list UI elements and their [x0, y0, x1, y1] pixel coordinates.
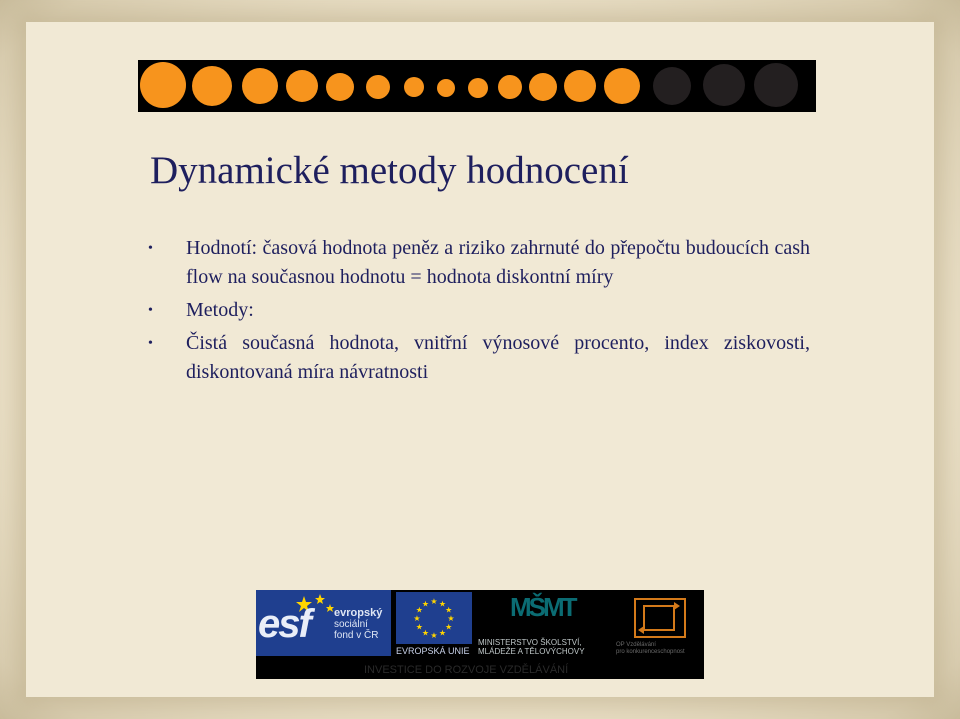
- bullet-item: [146, 234, 810, 292]
- eu-flag-icon: [396, 592, 472, 644]
- banner-dot: [604, 68, 640, 104]
- bullet-dot-icon: •: [148, 303, 153, 318]
- msmt-caption-line: MLÁDEŽE A TĚLOVÝCHOVY: [478, 647, 585, 656]
- banner-dot: [653, 67, 691, 105]
- banner-dot: [437, 79, 455, 97]
- eu-star-icon: ★: [438, 628, 447, 638]
- eu-star-icon: ★: [438, 599, 447, 609]
- bullet-item: [146, 329, 810, 387]
- bullet-text: Čistá současná hodnota, vnitřní výnosové procento, index ziskovosti, diskontovaná míra návratnosti: [186, 332, 810, 383]
- banner-dot: [286, 70, 318, 102]
- msmt-caption: [478, 638, 585, 656]
- op-caption-line: OP Vzdělávání: [616, 642, 656, 648]
- eu-label: EVROPSKÁ UNIE: [396, 646, 470, 656]
- banner-dot: [529, 73, 557, 101]
- eu-star-icon: ★: [413, 614, 421, 623]
- banner-dot: [242, 68, 278, 104]
- eu-star-icon: ★: [421, 628, 430, 638]
- banner-dot: [468, 78, 488, 98]
- eu-star-icon: ★: [447, 614, 455, 623]
- dot-banner-graphic: [138, 60, 816, 112]
- eu-star-icon: ★: [415, 622, 423, 632]
- esf-caption-line: sociální: [334, 619, 368, 630]
- eu-star-icon: ★: [430, 631, 438, 640]
- banner-dot: [498, 75, 522, 99]
- op-arrows-icon: [636, 600, 684, 636]
- eu-star-icon: ★: [421, 599, 430, 609]
- invest-tagline: INVESTICE DO ROZVOJE VZDĚLÁVÁNÍ: [364, 664, 569, 676]
- esf-wordmark: esf: [258, 602, 310, 646]
- banner-dot: [192, 66, 232, 106]
- banner-dot: [564, 70, 596, 102]
- funding-logo-bar: [256, 590, 704, 679]
- bullet-list: [146, 234, 810, 391]
- banner-dot: [703, 64, 745, 106]
- esf-logo: [256, 590, 391, 656]
- op-logo-icon: [634, 598, 686, 638]
- bullet-dot-icon: •: [148, 336, 153, 351]
- eu-star-icon: ★: [415, 605, 423, 615]
- banner-dot: [326, 73, 354, 101]
- eu-star-icon: ★: [445, 622, 453, 632]
- dot-banner: [138, 60, 816, 112]
- bullet-item: [146, 296, 810, 325]
- op-caption-line: pro konkurenceschopnost: [616, 649, 685, 655]
- msmt-logo: MŠMT: [510, 592, 575, 622]
- bullet-dot-icon: •: [148, 241, 153, 256]
- eu-star-icon: ★: [430, 597, 438, 606]
- banner-dot: [754, 63, 798, 107]
- esf-caption-line: fond v ČR: [334, 630, 379, 641]
- op-caption: [616, 642, 685, 656]
- msmt-caption-line: MINISTERSTVO ŠKOLSTVÍ,: [478, 638, 582, 647]
- banner-dot: [140, 62, 186, 108]
- banner-dot: [404, 77, 424, 97]
- slide-title: Dynamické metody hodnocení: [150, 149, 629, 192]
- esf-caption: [334, 608, 382, 641]
- eu-star-icon: ★: [445, 605, 453, 615]
- bullet-text: Metody:: [186, 299, 254, 321]
- esf-caption-line: evropský: [334, 607, 383, 619]
- eu-stars-icon: [396, 592, 472, 644]
- bullet-text: Hodnotí: časová hodnota peněz a riziko zahrnuté do přepočtu budoucích cash flow na současnou hodnotu = hodnota diskontní míry: [186, 237, 810, 288]
- banner-dot: [366, 75, 390, 99]
